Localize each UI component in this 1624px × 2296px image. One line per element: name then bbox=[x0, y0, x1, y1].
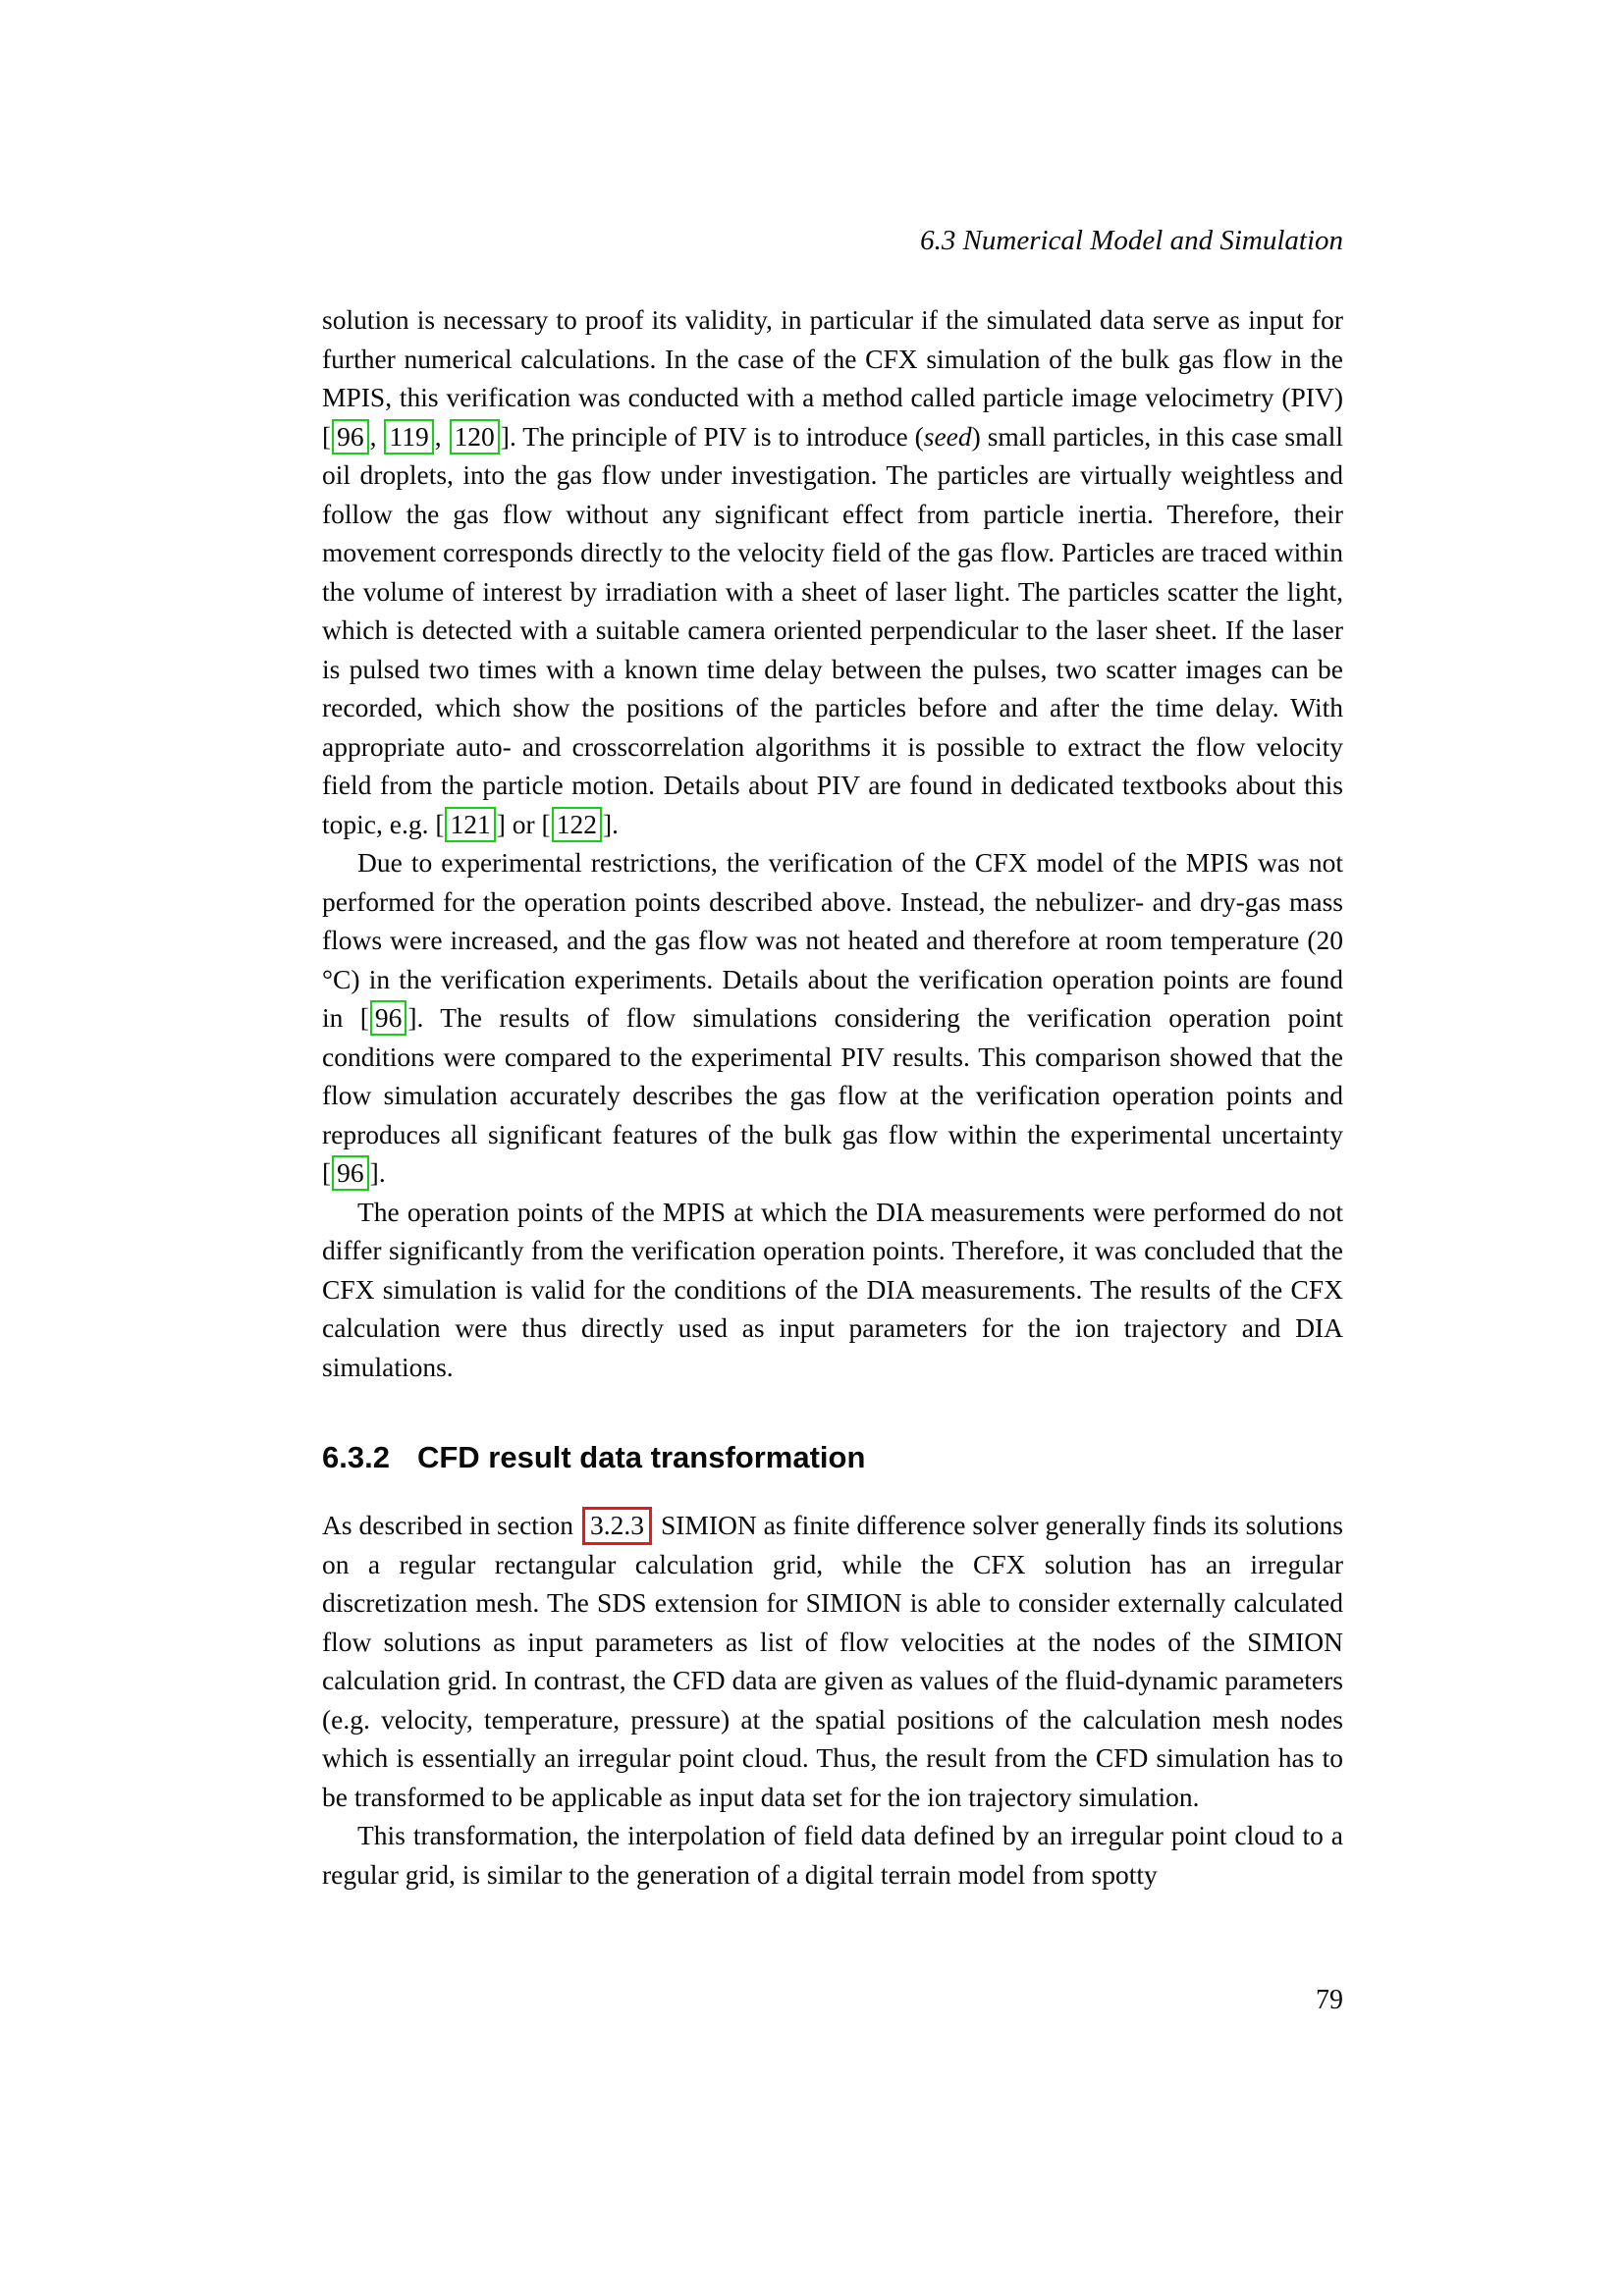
paragraph: solution is necessary to proof its validity, in particular if the simulated data serve as input for further numerical calculations. In the case of the CFX simulation of the bulk gas flow in the MPIS, this verification was conducted with a method called particle image velocimetry (PIV) [ 96 , 119 , 120 ]. The principle of PIV is to introduce (seed) small particles, in this case small oil droplets, into the gas flow under investigation. The particles are virtually weightless and follow the gas flow without any significant effect from particle inertia. Therefore, their movement corresponds directly to the velocity field of the gas flow. Particles are traced within the volume of interest by irradiation with a sheet of laser light. The particles scatter the light, which is detected with a suitable camera oriented perpendicular to the laser sheet. If the laser is pulsed two times with a known time delay between the pulses, two scatter images can be recorded, which show the positions of the particles before and after the time delay. With appropriate auto- and crosscorrelation algorithms it is possible to extract the flow velocity field from the particle motion. Details about PIV are found in dedicated textbooks about this topic, e.g. [ 121 ] or [ 122 ]. bbox=[322, 300, 1343, 843]
citation-link[interactable]: 96 bbox=[332, 419, 369, 454]
citation-link[interactable]: 121 bbox=[445, 807, 495, 842]
page-number: 79 bbox=[1316, 1985, 1343, 2015]
section-heading-number: 6.3.2 bbox=[322, 1440, 390, 1474]
section-heading bbox=[322, 1439, 1343, 1476]
emphasis-text: seed bbox=[923, 420, 972, 452]
paragraph: This transformation, the interpolation of field data defined by an irregular point cloud to a regular grid, is similar to the generation of a digital terrain model from spotty bbox=[322, 1820, 1343, 1890]
citation-link[interactable]: 96 bbox=[370, 1000, 407, 1036]
section-heading-title: CFD result data transformation bbox=[416, 1440, 866, 1474]
paragraph: As described in section 3.2.3 SIMION as finite difference solver generally finds its solutions on a regular rectangular calculation grid, while the CFX solution has an irregular discretization mesh. The SDS extension for SIMION is able to consider externally calculated flow solutions as input parameters as list of flow velocities at the nodes of the SIMION calculation grid. In contrast, the CFD data are given as values of the fluid-dynamic parameters (e.g. velocity, temperature, pressure) at the spatial positions of the calculation mesh nodes which is essentially an irregular point cloud. Thus, the result from the CFD simulation has to be transformed to be applicable as input data set for the ion trajectory simulation. bbox=[322, 1506, 1343, 1816]
citation-link[interactable]: 119 bbox=[384, 419, 433, 454]
paragraph: Due to experimental restrictions, the verification of the CFX model of the MPIS was not performed for the operation points described above. Instead, the nebulizer- and dry-gas mass flows were increased, and the gas flow was not heated and therefore at room temperature (20 °C) in the verification experiments. Details about the verification operation points are found in [ 96 ]. The results of flow simulations considering the verification operation point conditions were compared to the experimental PIV results. This comparison showed that the flow simulation accurately describes the gas flow at the verification operation points and reproduces all significant features of the bulk gas flow within the experimental uncertainty [ 96 ]. bbox=[322, 843, 1343, 1193]
citation-link[interactable]: 120 bbox=[450, 419, 500, 454]
section-ref-link[interactable]: 3.2.3 bbox=[582, 1507, 652, 1545]
citation-link[interactable]: 96 bbox=[332, 1155, 369, 1191]
body-column bbox=[322, 300, 1343, 1894]
paragraph: The operation points of the MPIS at which the DIA measurements were performed do not differ significantly from the verification operation points. Therefore, it was concluded that the CFX simulation is valid for the conditions of the DIA measurements. The results of the CFX calculation were thus directly used as input parameters for the ion trajectory and DIA simulations. bbox=[322, 1196, 1343, 1382]
citation-link[interactable]: 122 bbox=[552, 807, 602, 842]
running-header: 6.3 Numerical Model and Simulation bbox=[920, 225, 1343, 256]
